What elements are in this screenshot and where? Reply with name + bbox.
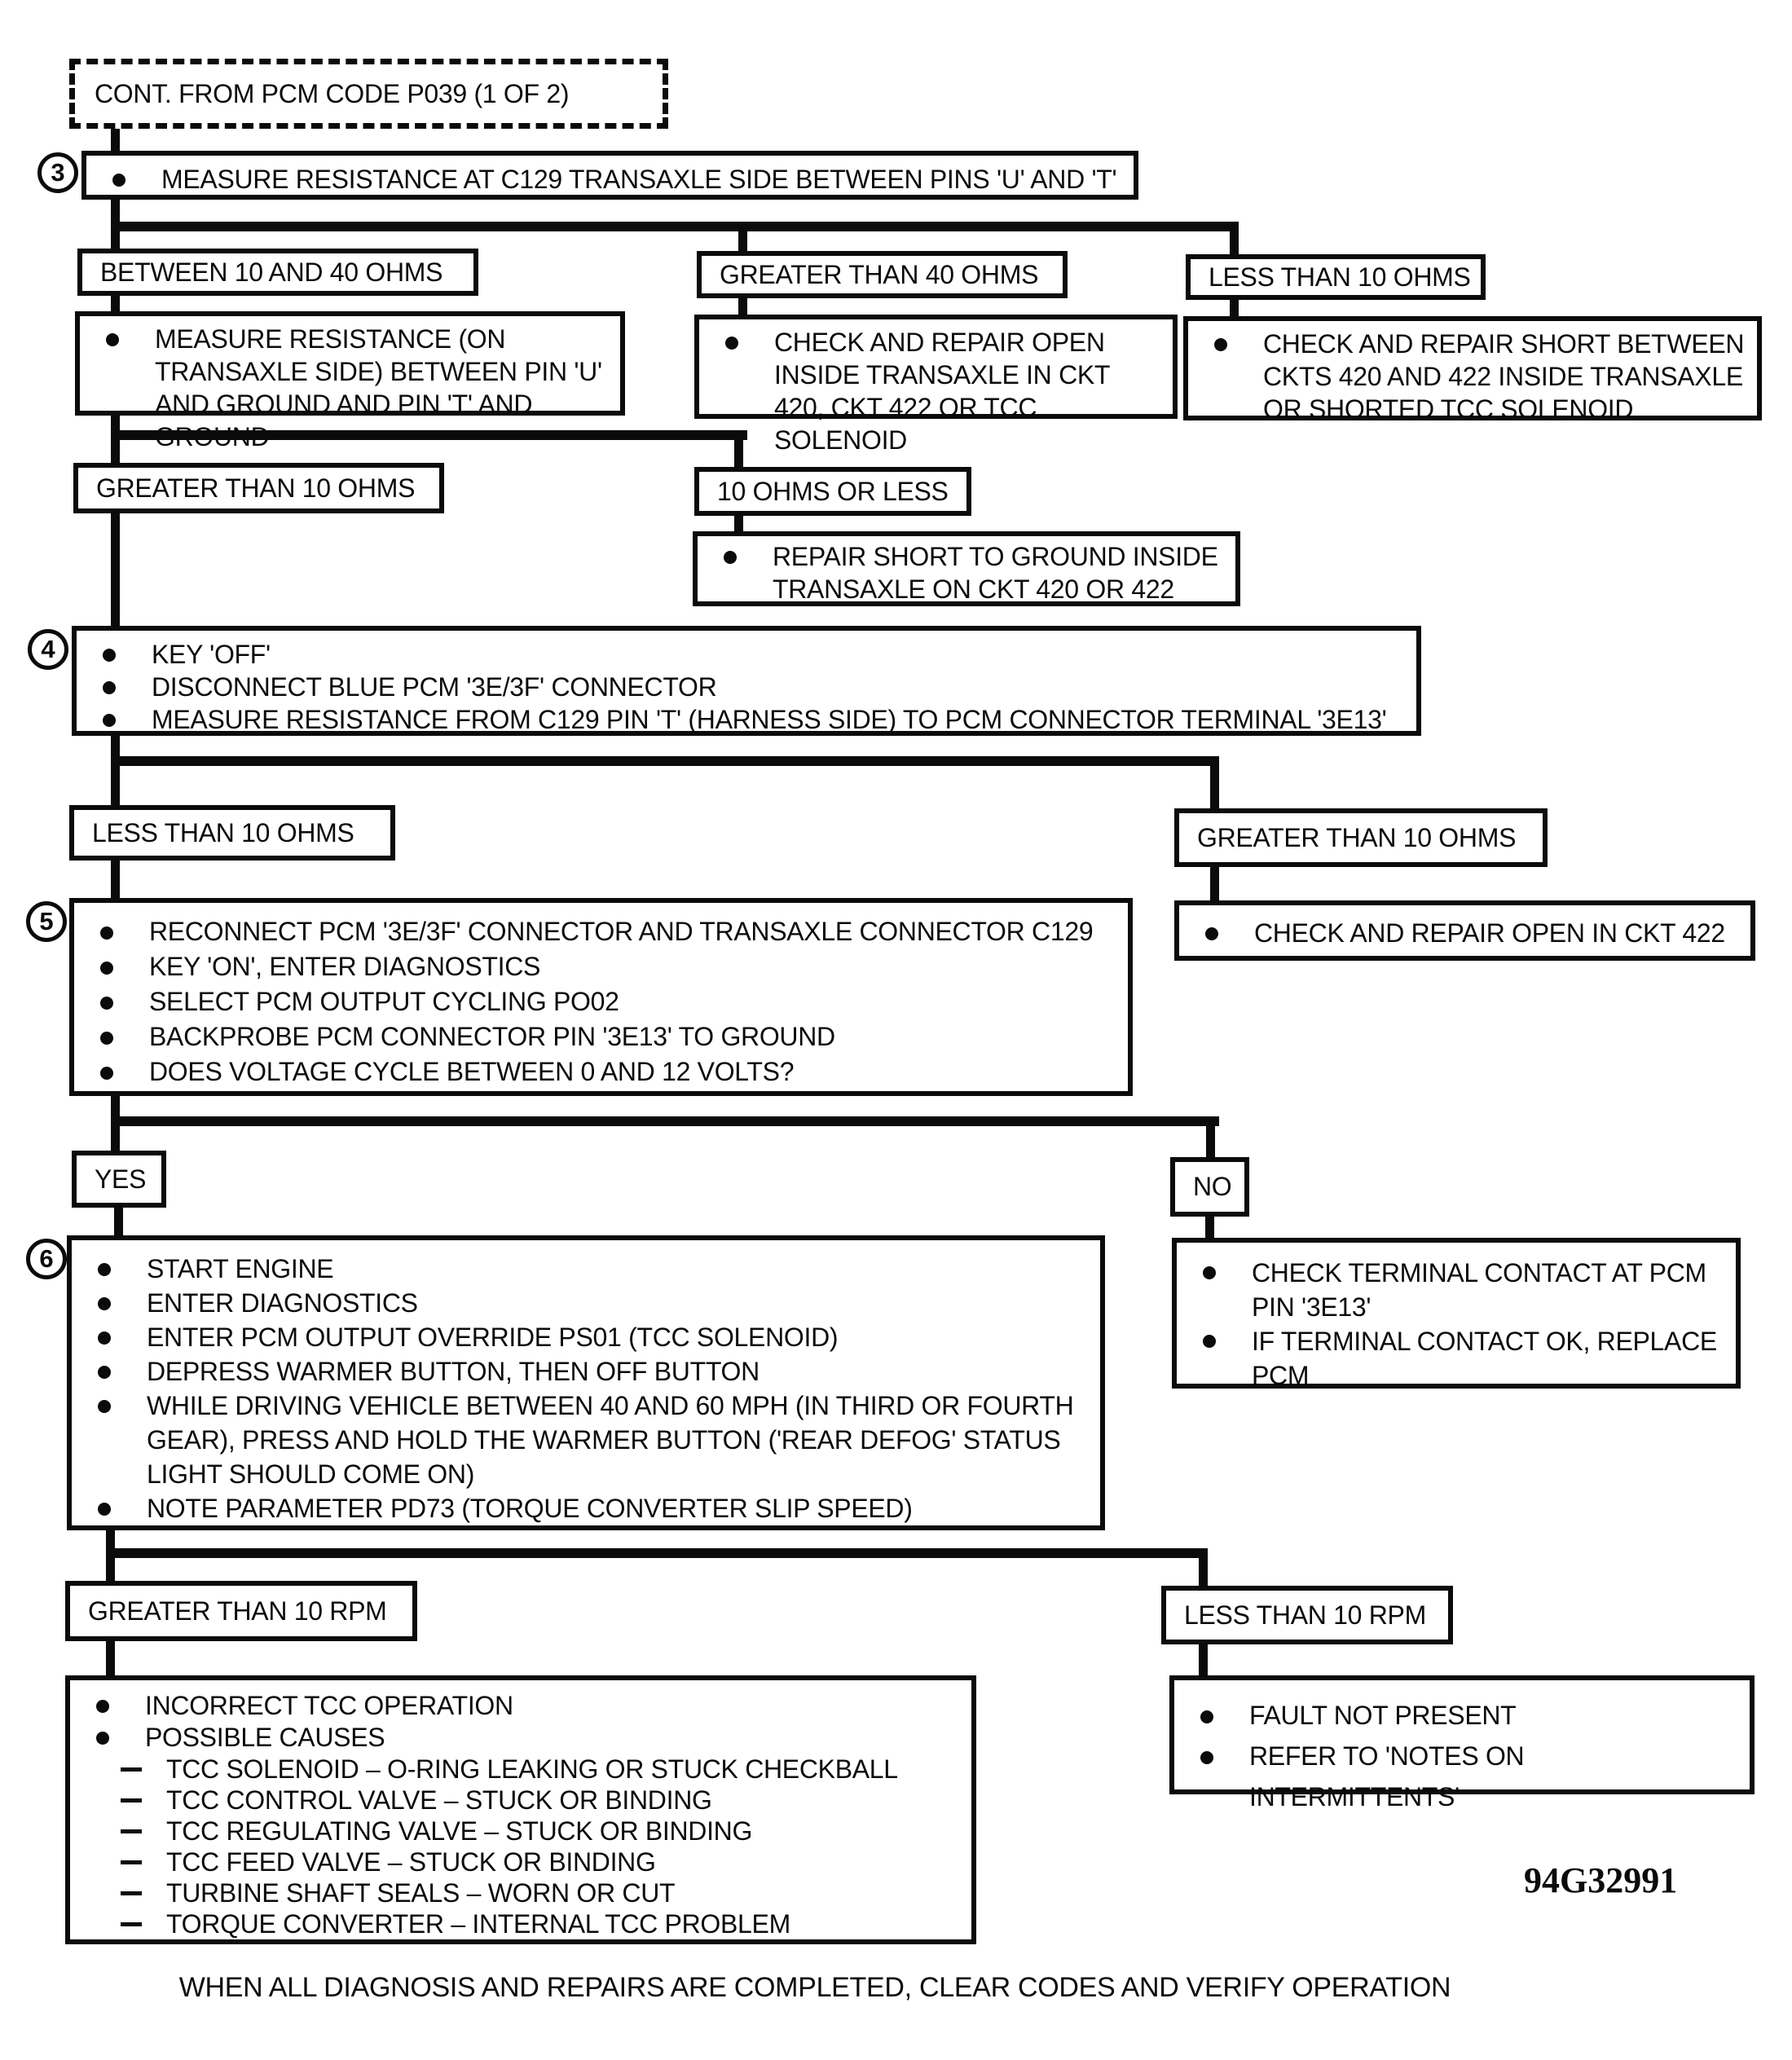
instruction: DISCONNECT BLUE PCM '3E/3F' CONNECTOR: [152, 672, 717, 702]
bullet-icon: [103, 714, 116, 727]
step3-instruction: MEASURE RESISTANCE AT C129 TRANSAXLE SIDE BETWEEN PINS 'U' AND 'T': [161, 165, 1117, 194]
list-item: [1179, 917, 1739, 949]
instruction: INCORRECT TCC OPERATION: [145, 1691, 513, 1720]
list-item: [72, 1354, 1089, 1389]
bullet-icon: [1200, 1710, 1213, 1723]
instruction: KEY 'ON', ENTER DIAGNOSTICS: [149, 952, 541, 981]
instruction: RECONNECT PCM '3E/3F' CONNECTOR AND TRANSAXLE CONNECTOR C129: [149, 917, 1094, 946]
list-item: [1177, 1324, 1724, 1393]
connector: [111, 756, 120, 808]
instruction: START ENGINE: [147, 1254, 334, 1283]
list-item: [72, 1286, 1089, 1320]
connector: [111, 756, 1219, 766]
instruction: ENTER DIAGNOSTICS: [147, 1288, 418, 1318]
connector: [111, 126, 120, 154]
bullet-icon: [98, 1297, 111, 1310]
step-number-6: [26, 1239, 67, 1279]
instruction: DEPRESS WARMER BUTTON, THEN OFF BUTTON: [147, 1357, 760, 1386]
connector: [111, 859, 120, 901]
instruction: KEY 'OFF': [152, 640, 271, 669]
bullet-icon: [1200, 1751, 1213, 1764]
instruction: POSSIBLE CAUSES: [145, 1723, 385, 1752]
outcome-no: [1170, 1157, 1249, 1217]
list-item: [70, 1785, 960, 1816]
instruction: FAULT NOT PRESENT: [1249, 1701, 1517, 1730]
list-item: [77, 703, 1405, 736]
list-item: [72, 1389, 1089, 1491]
outcome-label: GREATER THAN 10 OHMS: [96, 473, 416, 503]
outcome-yes: [72, 1151, 166, 1208]
list-item: [72, 1491, 1089, 1525]
possible-cause: TCC SOLENOID – O-RING LEAKING OR STUCK CHECKBALL: [166, 1754, 898, 1784]
dash-icon: [121, 1767, 142, 1772]
connector: [1199, 1643, 1208, 1679]
connector: [106, 1548, 115, 1584]
connector: [1199, 1548, 1208, 1589]
connector: [1210, 865, 1219, 905]
outcome-label: NO: [1193, 1172, 1232, 1201]
instruction: REPAIR SHORT TO GROUND INSIDE TRANSAXLE ON CKT 420 OR 422: [773, 542, 1218, 604]
possible-cause: TCC REGULATING VALVE – STUCK OR BINDING: [166, 1816, 753, 1846]
bullet-icon: [96, 1700, 109, 1713]
step-number-4-label: 4: [41, 635, 55, 663]
list-item: [74, 949, 1116, 984]
instruction: DOES VOLTAGE CYCLE BETWEEN 0 AND 12 VOLTS?: [149, 1057, 795, 1086]
step4-box: [72, 626, 1421, 736]
bullet-icon: [725, 337, 738, 350]
outcome-label: LESS THAN 10 RPM: [1184, 1600, 1426, 1630]
list-item: [80, 323, 609, 453]
outcome-label: GREATER THAN 10 RPM: [88, 1596, 387, 1626]
footer-note: WHEN ALL DIAGNOSIS AND REPAIRS ARE COMPLETED, CLEAR CODES AND VERIFY OPERATION: [178, 1972, 1451, 2003]
step-number-3-label: 3: [51, 158, 65, 187]
instruction: MEASURE RESISTANCE FROM C129 PIN 'T' (HARNESS SIDE) TO PCM CONNECTOR TERMINAL '3E13': [152, 705, 1387, 734]
instruction: MEASURE RESISTANCE (ON TRANSAXLE SIDE) BETWEEN PIN 'U' AND GROUND AND PIN 'T' AND GROUND: [155, 324, 602, 451]
fault-not-present-box: [1169, 1675, 1755, 1811]
connector: [111, 1116, 1219, 1126]
list-item: [70, 1722, 960, 1754]
bullet-icon: [100, 997, 113, 1010]
bullet-icon: [98, 1366, 111, 1379]
step3-box: [81, 151, 1138, 200]
list-item: [1174, 1736, 1738, 1817]
outcome-10-ohms-or-less: [694, 467, 971, 516]
list-item: [74, 914, 1116, 949]
step-number-6-label: 6: [39, 1244, 54, 1273]
repair-open-inside-transaxle-box: [694, 315, 1178, 455]
continuation-box: [69, 59, 668, 129]
list-item: [77, 638, 1405, 671]
step-number-5: [26, 901, 67, 942]
instruction: CHECK AND REPAIR OPEN INSIDE TRANSAXLE IN CKT 420, CKT 422 OR TCC SOLENOID: [774, 328, 1110, 455]
instruction: IF TERMINAL CONTACT OK, REPLACE PCM: [1252, 1327, 1717, 1390]
dash-icon: [121, 1860, 142, 1864]
outcome-less-than-10-ohms-2: [69, 805, 395, 861]
list-item: [1177, 1256, 1724, 1324]
bullet-icon: [100, 1032, 113, 1045]
list-item: [70, 1690, 960, 1722]
list-item: [70, 1816, 960, 1847]
bullet-icon: [1203, 1266, 1216, 1279]
instruction: CHECK AND REPAIR SHORT BETWEEN CKTS 420 AND 422 INSIDE TRANSAXLE OR SHORTED TCC SOLENOID: [1263, 329, 1745, 424]
list-item: [74, 984, 1116, 1019]
bullet-icon: [98, 1503, 111, 1516]
possible-cause: TURBINE SHAFT SEALS – WORN OR CUT: [166, 1878, 676, 1908]
connector: [106, 1640, 115, 1679]
list-item: [70, 1877, 960, 1908]
step-number-4: [28, 629, 68, 670]
outcome-label: GREATER THAN 10 OHMS: [1197, 822, 1517, 852]
repair-short-between-ckts-box: [1183, 316, 1762, 424]
outcome-label: GREATER THAN 40 OHMS: [720, 259, 1039, 289]
bullet-icon: [96, 1732, 109, 1745]
list-item: [699, 326, 1161, 456]
list-item: [698, 540, 1224, 605]
bullet-icon: [98, 1332, 111, 1345]
outcome-between-10-40-ohms: [77, 249, 478, 296]
connector: [1210, 756, 1219, 812]
connector: [114, 1206, 123, 1239]
list-item: [72, 1252, 1089, 1286]
outcome-greater-than-10-ohms: [73, 463, 444, 513]
step6-box: [67, 1235, 1105, 1530]
bullet-icon: [724, 551, 737, 564]
instruction: BACKPROBE PCM CONNECTOR PIN '3E13' TO GROUND: [149, 1022, 835, 1051]
figure-id: 94G32991: [1524, 1860, 1678, 1900]
instruction: CHECK AND REPAIR OPEN IN CKT 422: [1254, 918, 1725, 948]
measure-ground-box: [75, 311, 625, 451]
bullet-icon: [103, 681, 116, 694]
connector: [111, 222, 1239, 231]
list-item: [77, 671, 1405, 703]
step5-box: [69, 898, 1133, 1096]
instruction: ENTER PCM OUTPUT OVERRIDE PS01 (TCC SOLENOID): [147, 1323, 839, 1352]
bullet-icon: [1205, 927, 1218, 940]
continuation-label: CONT. FROM PCM CODE P039 (1 OF 2): [95, 78, 570, 108]
list-item: [74, 1019, 1116, 1054]
outcome-label: LESS THAN 10 OHMS: [1209, 262, 1471, 292]
connector: [1206, 1116, 1215, 1160]
outcome-less-than-10-rpm: [1161, 1586, 1453, 1644]
instruction: CHECK TERMINAL CONTACT AT PCM PIN '3E13': [1252, 1258, 1706, 1322]
bullet-icon: [98, 1400, 111, 1413]
list-item: [1174, 1695, 1738, 1736]
outcome-greater-than-10-rpm: [65, 1581, 417, 1641]
bullet-icon: [100, 962, 113, 975]
list-item: [1188, 328, 1746, 425]
repair-short-to-ground-box: [693, 531, 1240, 606]
outcome-less-than-10-ohms: [1186, 254, 1486, 300]
list-item: [72, 1320, 1089, 1354]
bullet-icon: [100, 927, 113, 940]
list-item: [86, 163, 1122, 196]
list-item: [70, 1908, 960, 1939]
possible-cause: TORQUE CONVERTER – INTERNAL TCC PROBLEM: [166, 1909, 790, 1939]
bullet-icon: [106, 333, 119, 346]
list-item: [74, 1054, 1116, 1089]
dash-icon: [121, 1829, 142, 1833]
instruction: REFER TO 'NOTES ON INTERMITTENTS': [1249, 1741, 1525, 1811]
bullet-icon: [1203, 1335, 1216, 1348]
outcome-label: LESS THAN 10 OHMS: [92, 817, 354, 847]
dash-icon: [121, 1922, 142, 1926]
bullet-icon: [103, 649, 116, 662]
possible-cause: TCC CONTROL VALVE – STUCK OR BINDING: [166, 1785, 712, 1815]
connector: [106, 1548, 1208, 1558]
outcome-label: YES: [95, 1164, 147, 1194]
step-number-3: [37, 152, 78, 193]
bullet-icon: [112, 174, 125, 187]
list-item: [70, 1754, 960, 1785]
instruction: WHILE DRIVING VEHICLE BETWEEN 40 AND 60 MPH (IN THIRD OR FOURTH GEAR), PRESS AND HOLD THE WARMER BUTTON ('REAR DEFOG' STATUS LIGHT SHOULD COME ON): [147, 1391, 1074, 1489]
step-number-5-label: 5: [39, 907, 54, 935]
outcome-label: BETWEEN 10 AND 40 OHMS: [100, 257, 443, 287]
outcome-label: 10 OHMS OR LESS: [717, 476, 949, 506]
dash-icon: [121, 1798, 142, 1802]
incorrect-tcc-operation-box: [65, 1675, 976, 1944]
possible-cause: TCC FEED VALVE – STUCK OR BINDING: [166, 1847, 656, 1877]
bullet-icon: [1214, 338, 1227, 351]
outcome-greater-than-40-ohms: [697, 251, 1068, 298]
bullet-icon: [98, 1263, 111, 1276]
instruction: SELECT PCM OUTPUT CYCLING PO02: [149, 987, 619, 1016]
dash-icon: [121, 1891, 142, 1895]
outcome-greater-than-10-ohms-2: [1174, 808, 1548, 867]
repair-open-ckt-422-box: [1174, 900, 1755, 961]
bullet-icon: [100, 1067, 113, 1080]
instruction: NOTE PARAMETER PD73 (TORQUE CONVERTER SLIP SPEED): [147, 1494, 913, 1523]
connector: [111, 512, 120, 629]
check-terminal-contact-box: [1172, 1238, 1741, 1389]
connector: [111, 1116, 120, 1154]
list-item: [70, 1847, 960, 1877]
